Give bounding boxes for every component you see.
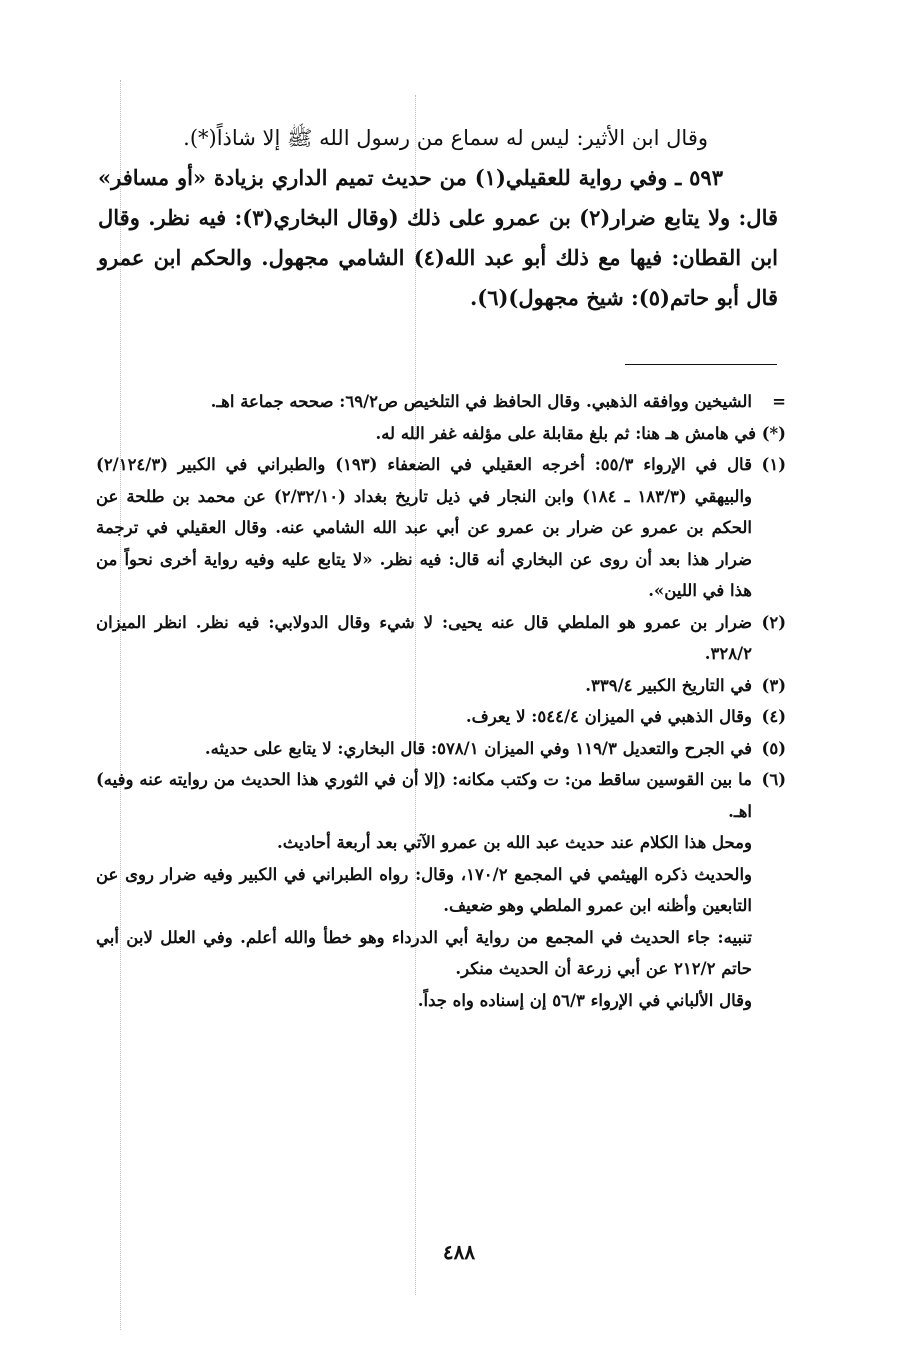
footnote-continued-marker: =	[772, 392, 786, 411]
footnote-6-number: (٦)	[761, 770, 786, 789]
page-number: ٤٨٨	[442, 1240, 476, 1264]
footnote-5-text: في الجرح والتعديل ١١٩/٣ وفي الميزان ٥٧٨/١: قال البخاري: لا يتابع على حديثه.	[204, 738, 752, 758]
footnote-6-paragraph: وقال الألباني في الإرواء ٥٦/٣ إن إسناده واه جداً.	[417, 990, 752, 1010]
footnote-5-number: (٥)	[761, 738, 786, 758]
footnote-4	[96, 701, 786, 733]
footnote-6-paragraph: ومحل هذا الكلام عند حديث عبد الله بن عمرو الآتي بعد أربعة أحاديث.	[277, 833, 752, 852]
footnote-4-text: وقال الذهبي في الميزان ٥٤٤/٤: لا يعرف.	[465, 707, 752, 726]
footnote-6-paragraph: تنبيه: جاء الحديث في المجمع من رواية أبي الدرداء وهو خطأ والله أعلم. وفي العلل لابن أبي حاتم ٢١٢/٢ عن أبي زرعة أن الحديث منكر.	[96, 927, 752, 978]
footnote-6-text: ما بين القوسين ساقط من: ت وكتب مكانه: (إلا أن في الثوري هذا الحديث من روايته عنه وفيه) اهـ.	[96, 770, 752, 821]
footnotes	[96, 386, 786, 1016]
footnote-4-number: (٤)	[761, 707, 786, 726]
footnote-1	[96, 449, 786, 607]
footnote-1-number: (١)	[761, 455, 786, 474]
footnote-6-paragraph: والحديث ذكره الهيثمي في المجمع ١٧٠/٢، وقال: رواه الطبراني في الكبير وفيه ضرار روى عن التابعين وأظنه ابن عمرو الملطي وهو ضعيف.	[96, 864, 753, 915]
footnote-2	[96, 607, 786, 670]
footnote-6	[96, 764, 786, 827]
footnote-5	[96, 733, 786, 765]
main-text-line: وقال ابن الأثير: ليس له سماع من رسول الله ﷺ إلا شاذاً(*).	[183, 126, 708, 150]
footnote-1-text: قال في الإرواء ٥٥/٣: أخرجه العقيلي في الضعفاء (١٩٣) والطبراني في الكبير (٢/١٢٤/٣) والبيهقي (١٨٣/٣ ـ ١٨٤) وابن النجار في ذيل تاريخ بغداد (٢/٣٢/١٠) عن محمد بن طلحة عن الحكم بن عمرو عن ضرار بن عمرو عن أبي عبد الله الشامي عنه. وقال العقيلي في ترجمة ضرار هذا بعد أن روى عن البخاري أنه قال: فيه نظر. «لا يتابع عليه وفيه رواية أخرى نحواً من هذا في اللين».	[96, 455, 753, 600]
footnote-continued	[96, 386, 786, 418]
footnote-2-number: (٢)	[761, 612, 786, 632]
footnote-star: (*) في هامش هـ هنا: ثم بلغ مقابلة على مؤلفه غفر الله له.	[375, 423, 786, 443]
footnote-separator	[625, 364, 777, 365]
main-text	[98, 118, 778, 318]
footnote-3	[96, 670, 786, 702]
hadith-593-paragraph: ٥٩٣ ـ وفي رواية للعقيلي(١) من حديث تميم الداري بزيادة «أو مسافر» قال: ولا يتابع ضرار(٢) بن عمرو على ذلك (وقال البخاري(٣): فيه نظر. وقال ابن القطان: فيها مع ذلك أبو عبد الله(٤) الشامي مجهول. والحكم ابن عمرو قال أبو حاتم(٥): شيخ مجهول)(٦).	[98, 165, 779, 310]
footnote-3-number: (٣)	[761, 675, 786, 695]
footnote-3-text: في التاريخ الكبير ٣٣٩/٤.	[585, 675, 752, 695]
footnote-2-text: ضرار بن عمرو هو الملطي قال عنه يحيى: لا شيء وقال الدولابي: فيه نظر. انظر الميزان ٣٢٨/٢.	[96, 612, 752, 663]
footnote-continued-text: الشيخين ووافقه الذهبي. وقال الحافظ في التلخيص ص٦٩/٢: صححه جماعة اهـ.	[210, 392, 752, 411]
